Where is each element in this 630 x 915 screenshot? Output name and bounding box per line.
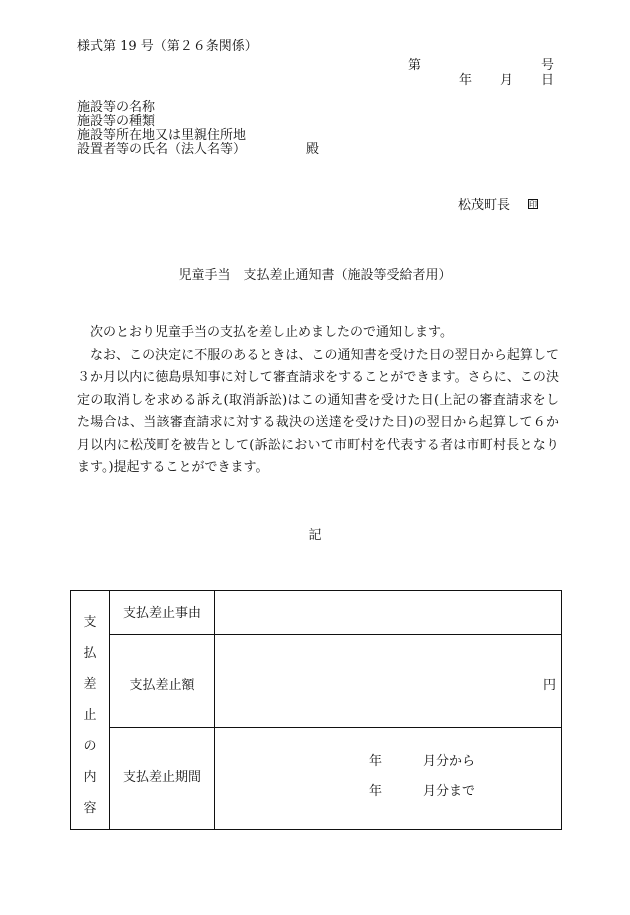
row-label-period: 支払差止期間 [122, 770, 201, 785]
side-label-char: の [83, 739, 97, 754]
seal-icon: 印 [529, 200, 537, 209]
document-number-suffix: 号 [541, 58, 555, 73]
form-number-label: 様式第 19 号（第２６条関係） [77, 39, 258, 54]
table-divider [109, 591, 110, 829]
row-label-amount: 支払差止額 [129, 678, 195, 693]
date-day-label: 日 [541, 73, 555, 88]
date-year-label: 年 [459, 73, 473, 88]
side-label-char: 支 [83, 615, 97, 630]
sender-mayor: 松茂町長 [458, 198, 511, 213]
table-divider [109, 727, 561, 728]
row-label-reason: 支払差止事由 [122, 606, 201, 621]
honorific-dono: 殿 [306, 142, 320, 157]
side-label-char: 内 [83, 770, 97, 785]
suspension-details-table [70, 590, 562, 830]
facility-address-label: 施設等所在地又は里親住所地 [77, 128, 247, 143]
side-label-char: 差 [83, 677, 97, 692]
period-from-year: 年 [369, 754, 383, 769]
table-divider [214, 591, 215, 829]
period-from-month: 月分から [423, 754, 476, 769]
side-label-char: 容 [83, 801, 97, 816]
table-divider [109, 634, 561, 635]
amount-yen-unit: 円 [543, 678, 557, 693]
facility-name-label: 施設等の名称 [77, 100, 156, 115]
notice-paragraph-1: 次のとおり児童手当の支払を差し止めましたので通知します。 [90, 325, 453, 340]
table-side-label [71, 613, 109, 830]
side-label-char: 止 [83, 708, 97, 723]
ki-heading: 記 [308, 528, 322, 543]
side-label-char: 払 [83, 646, 97, 661]
period-to-year: 年 [369, 784, 383, 799]
founder-name-label: 設置者等の氏名（法人名等） [77, 142, 247, 157]
notice-body [77, 322, 559, 480]
period-to-month: 月分まで [423, 784, 476, 799]
document-number-prefix: 第 [408, 58, 422, 73]
document-title: 児童手当 支払差止通知書（施設等受給者用） [178, 268, 452, 283]
facility-type-label: 施設等の種類 [77, 114, 156, 129]
notice-paragraph-2: なお、この決定に不服のあるときは、この通知書を受けた日の翌日から起算して３か月以内に徳島県知事に対して審査請求をすることができます。さらに、この決定の取消しを求める訴え(取消訴訟)はこの通知書を受けた日(上記の審査請求をした場合は、当該審査請求に対する裁決の送達を受けた日)の翌日から起算して６か月以内に松茂町を被告として(訴訟において市町村を代表する者は市町村長となります。)提起することができます。 [77, 347, 559, 475]
date-month-label: 月 [500, 73, 514, 88]
